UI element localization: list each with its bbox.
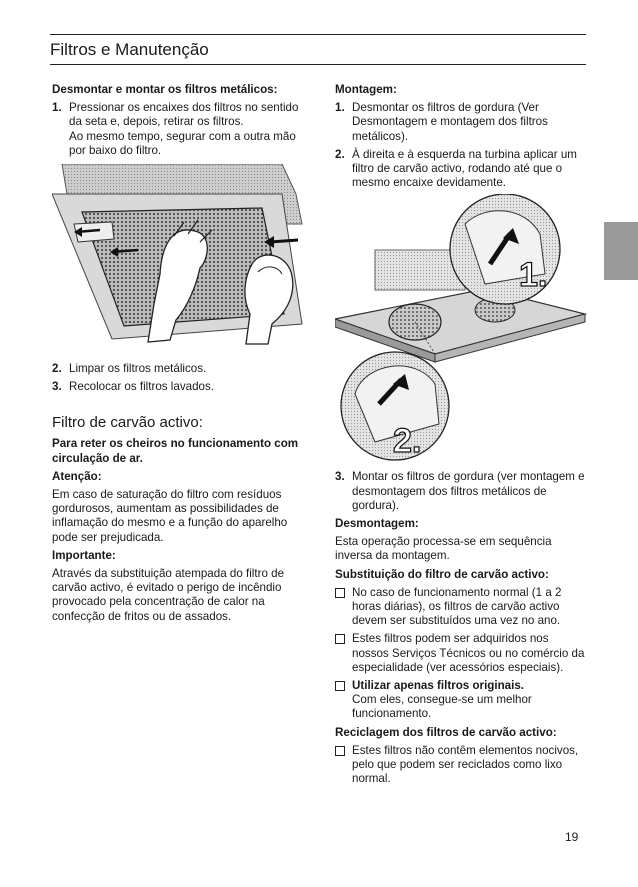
checkbox-icon bbox=[335, 588, 345, 598]
left-column bbox=[52, 83, 304, 628]
checklist-item bbox=[335, 679, 585, 722]
important-text: Através da substituição atempada do filtro de carvão activo, é evitado o perigo de incêndio provocado pela concentração de calor na confecção de fritos ou de assados. bbox=[52, 567, 285, 623]
step-text: Recolocar os filtros lavados. bbox=[69, 380, 214, 394]
dismount-heading: Desmontagem: bbox=[335, 517, 419, 531]
checklist-item bbox=[335, 586, 585, 629]
replace-heading: Substituição do filtro de carvão activo: bbox=[335, 567, 549, 581]
checkbox-icon bbox=[335, 681, 345, 691]
filter-removal-illustration bbox=[52, 164, 304, 354]
step-number: 3. bbox=[335, 470, 345, 484]
carbon-filter-subtitle: Para reter os cheiros no funcionamento com circulação de ar. bbox=[52, 437, 299, 465]
step-item bbox=[335, 470, 585, 513]
checklist-text: Estes filtros podem ser adquiridos nos nossos Serviços Técnicos ou no comércio da especialidade (ver acessórios especiais). bbox=[352, 632, 585, 674]
top-rule bbox=[50, 34, 586, 35]
step-item bbox=[52, 101, 304, 158]
checklist-item bbox=[335, 632, 585, 675]
dismount-text: Esta operação processa-se em sequência inversa da montagem. bbox=[335, 535, 552, 563]
step-item bbox=[52, 380, 304, 394]
carbon-filter-title: Filtro de carvão activo: bbox=[52, 414, 203, 432]
step-text: Desmontar os filtros de gordura (Ver Desmontagem e montagem dos filtros metálicos). bbox=[352, 101, 548, 143]
checkbox-icon bbox=[335, 634, 345, 644]
figure-label-two: 2. bbox=[393, 422, 422, 461]
attention-text: Em caso de saturação do filtro com resíduos gordurosos, aumentam as possibilidades de inflamação do mesmo e a função do aparelho pode ser prejudicada. bbox=[52, 488, 288, 544]
checklist-text: Estes filtros não contêm elementos nocivos, pelo que podem ser reciclados como lixo normal. bbox=[352, 743, 579, 786]
step-number: 2. bbox=[52, 362, 62, 376]
checkbox-icon bbox=[335, 746, 345, 756]
step-number: 1. bbox=[52, 101, 62, 115]
section-tab bbox=[604, 222, 638, 280]
page-number: 19 bbox=[565, 830, 579, 844]
attention-label: Atenção: bbox=[52, 469, 102, 483]
title-rule bbox=[50, 64, 586, 65]
step-number: 2. bbox=[335, 147, 345, 161]
checklist-item bbox=[335, 744, 585, 787]
step-text: Montar os filtros de gordura (ver montagem e desmontagem dos filtros metálicos de gordura). bbox=[352, 470, 585, 512]
step-item bbox=[335, 148, 585, 191]
page-title: Filtros e Manutenção bbox=[50, 40, 209, 59]
right-column bbox=[335, 83, 585, 790]
important-label: Importante: bbox=[52, 548, 116, 562]
checklist-text: Com eles, consegue-se um melhor funcionamento. bbox=[352, 693, 532, 721]
step-item bbox=[52, 362, 304, 376]
recycle-heading: Reciclagem dos filtros de carvão activo: bbox=[335, 725, 557, 739]
checklist-bold-text: Utilizar apenas filtros originais. bbox=[352, 679, 525, 693]
step-number: 3. bbox=[52, 380, 62, 394]
carbon-filter-mounting-illustration bbox=[335, 194, 587, 464]
step-extra-text: Ao mesmo tempo, segurar com a outra mão por baixo do filtro. bbox=[69, 129, 296, 157]
checklist-text: No caso de funcionamento normal (1 a 2 horas diárias), os filtros de carvão activo devem ser substituídos uma vez no ano. bbox=[352, 585, 562, 628]
step-number: 1. bbox=[335, 101, 345, 115]
mount-heading: Montagem: bbox=[335, 83, 397, 96]
figure-label-one: 1. bbox=[519, 256, 548, 295]
step-text: À direita e à esquerda na turbina aplicar um filtro de carvão activo, rodando até que o mesmo encaixe devidamente. bbox=[352, 147, 577, 190]
step-item bbox=[335, 101, 585, 144]
metal-filters-heading: Desmontar e montar os filtros metálicos: bbox=[52, 83, 278, 96]
step-text: Pressionar os encaixes dos filtros no sentido da seta e, depois, retirar os filtros. bbox=[69, 101, 299, 129]
step-text: Limpar os filtros metálicos. bbox=[69, 362, 207, 376]
